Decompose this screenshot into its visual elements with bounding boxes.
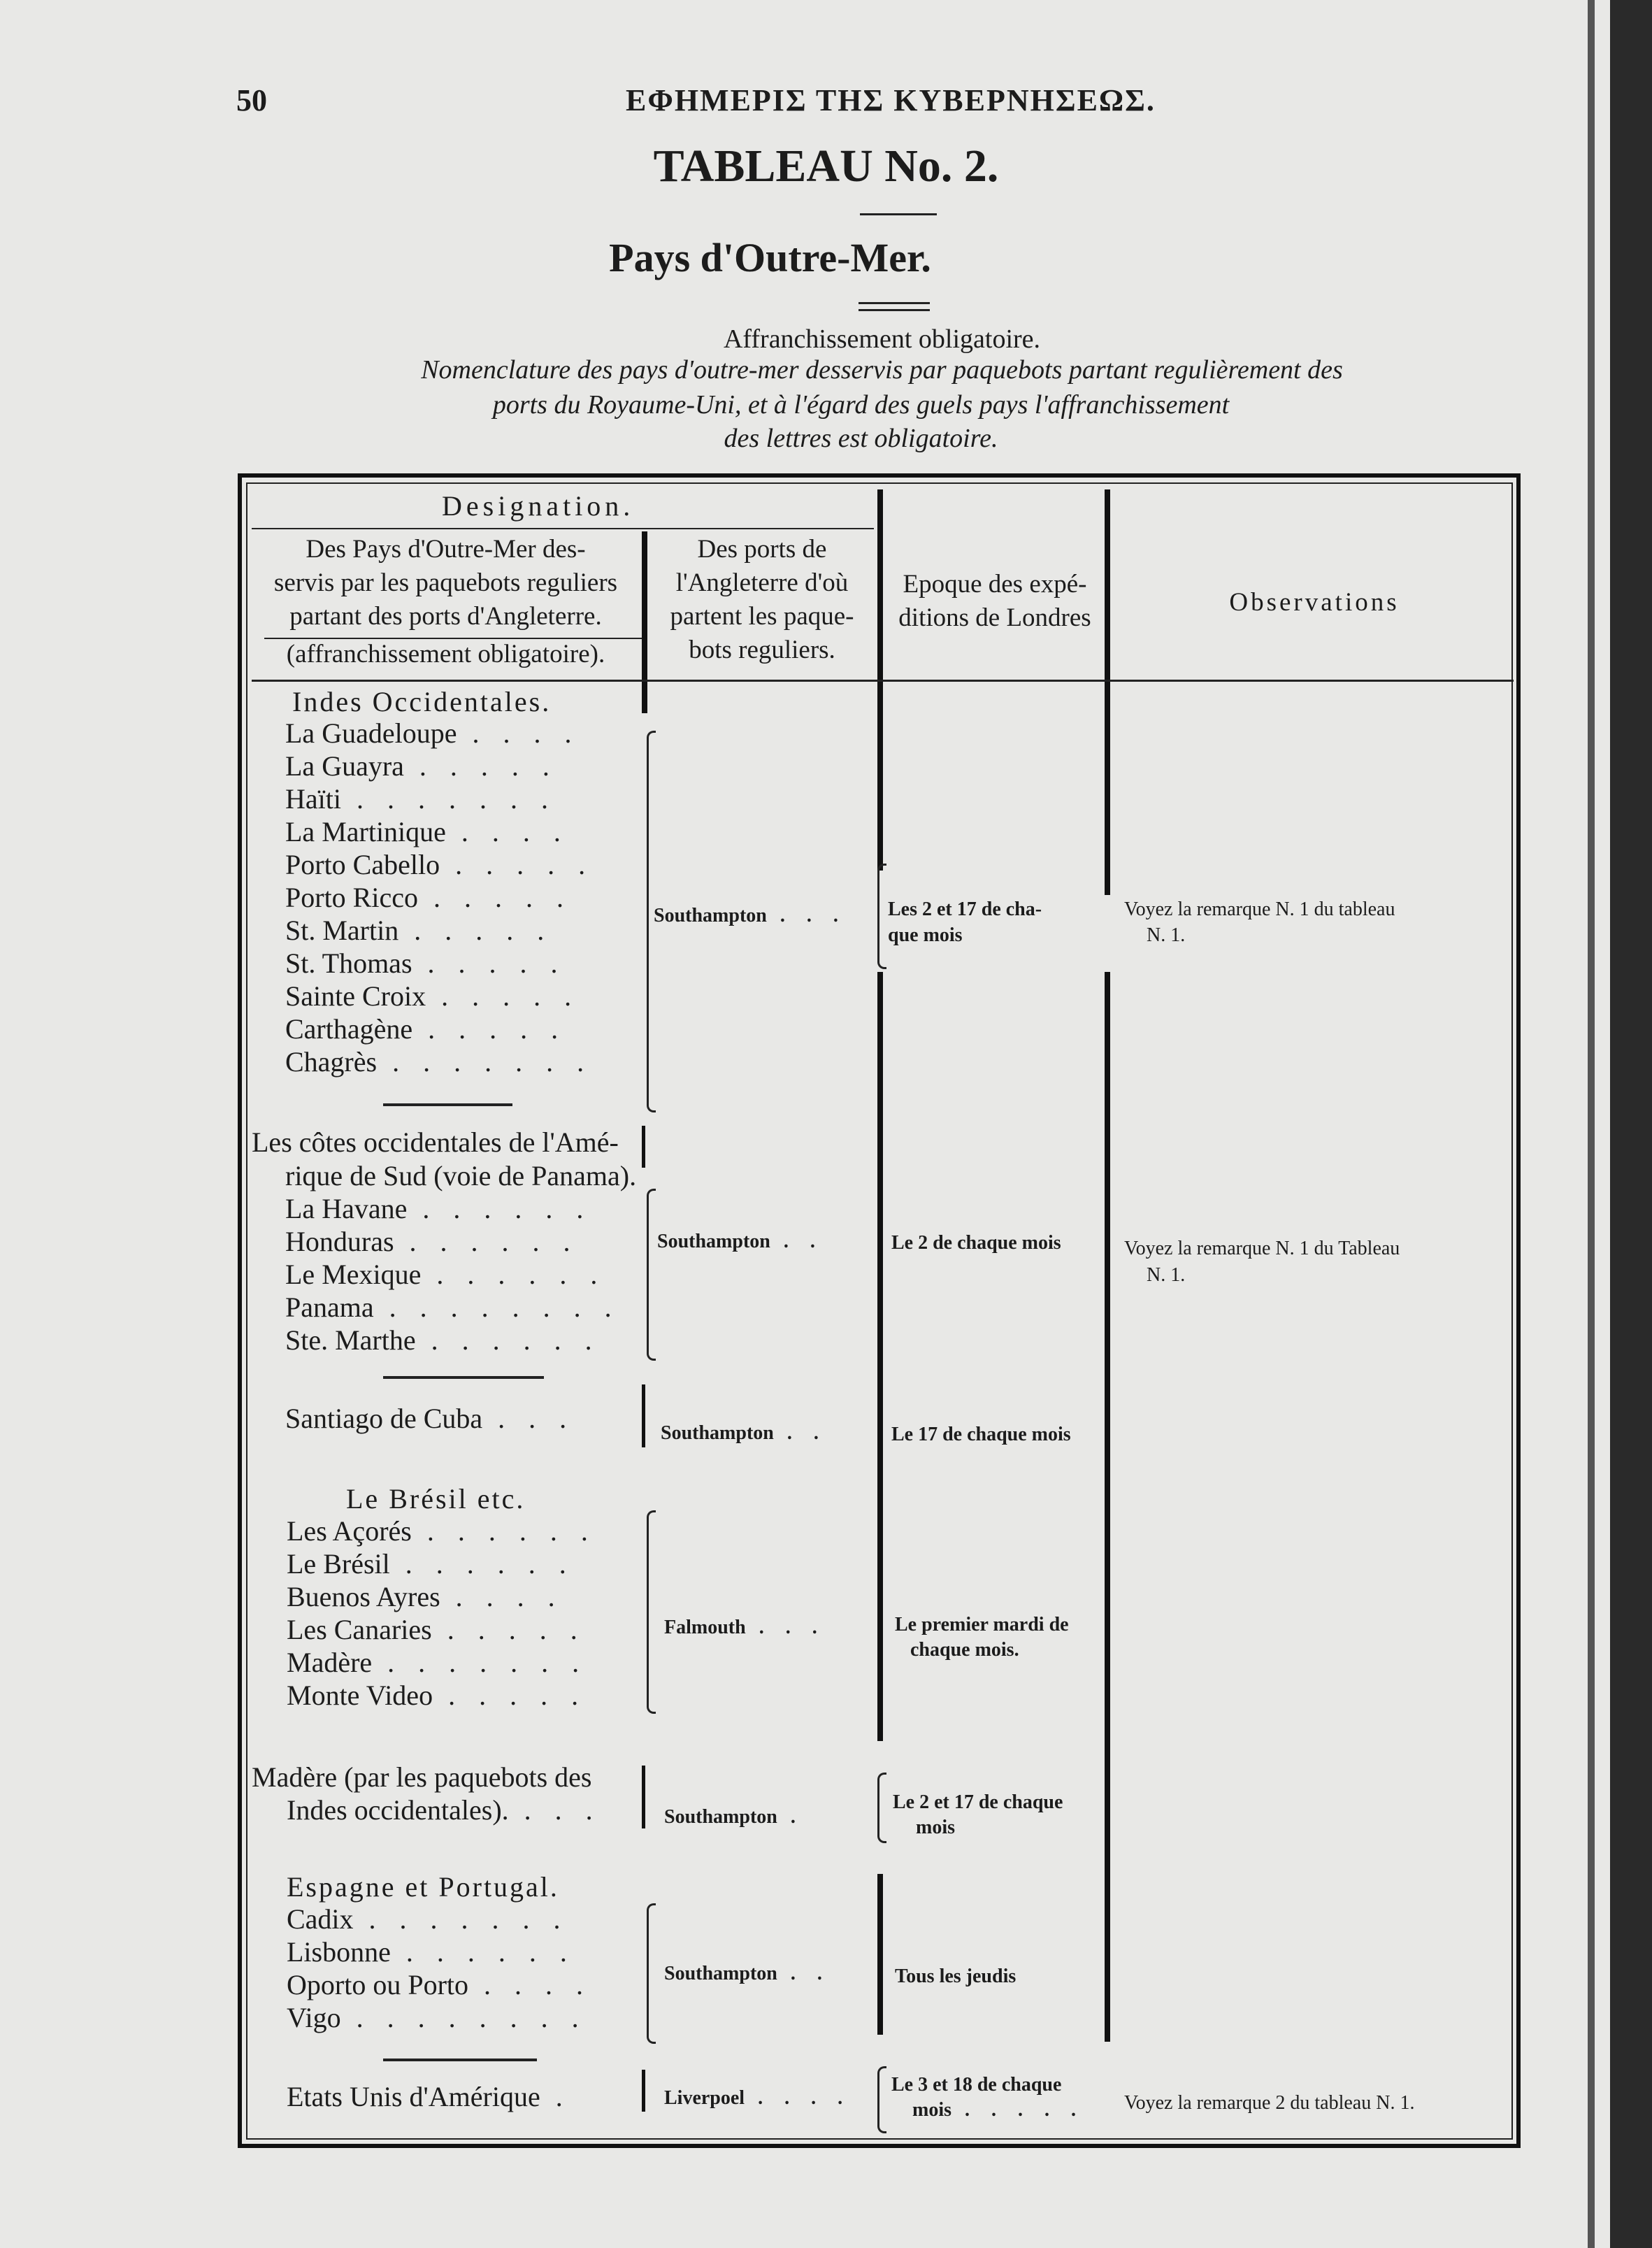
place-item: Monte Video . . . . . [287, 1680, 587, 1711]
place-item: Ste. Marthe . . . . . . [285, 1324, 601, 1356]
place-name: Madère [287, 1647, 373, 1678]
port-name: Southampton [664, 1963, 777, 1984]
col1-divider-top [642, 531, 647, 713]
subtitle-rule-2 [859, 309, 930, 311]
group-title-line: Madère (par les paquebots des [252, 1761, 592, 1793]
epoch-text: mois [912, 2099, 951, 2121]
place-name: La Martinique [285, 816, 446, 847]
place-name: Monte Video [287, 1680, 433, 1711]
place-item: Les Açorés . . . . . . [287, 1515, 596, 1547]
group-title: Espagne et Portugal. [287, 1871, 559, 1903]
place-name: Santiago de Cuba [285, 1403, 483, 1434]
place-name: Porto Cabello [285, 849, 440, 880]
obs-line: Voyez la remarque 2 du tableau N. 1. [1124, 2092, 1415, 2114]
place-name: Vigo [287, 2002, 341, 2033]
port-name: Southampton [664, 1806, 777, 1828]
place-item: Les Canaries . . . . . [287, 1614, 586, 1645]
place-name: Buenos Ayres [287, 1581, 440, 1612]
place-item: Le Mexique . . . . . . [285, 1259, 606, 1290]
col3-header-line: Epoque des expé- [903, 570, 1087, 599]
col1-header-line: servis par les paquebots reguliers [273, 568, 618, 597]
subtitle: Pays d'Outre-Mer. [609, 235, 931, 280]
epoch-brace [877, 864, 886, 969]
intro-heading: Affranchissement obligatoire. [723, 324, 1041, 354]
place-name: Les Açorés [287, 1515, 412, 1547]
group-brace [647, 1903, 656, 2044]
epoch-line: Le 17 de chaque mois [891, 1424, 1071, 1445]
obs-line: Voyez la remarque N. 1 du tableau [1124, 899, 1395, 920]
place-name: La Guayra [285, 750, 404, 782]
port-name: Southampton [654, 905, 767, 926]
place-item: Sainte Croix . . . . . [285, 980, 580, 1012]
port-cell: Southampton . . . [654, 905, 847, 926]
place-name: St. Martin [285, 915, 399, 946]
place-item: Chagrès . . . . . . . [285, 1046, 593, 1078]
place-item: Buenos Ayres . . . . [287, 1581, 563, 1612]
place-name: Chagrès [285, 1046, 378, 1078]
place-item: Le Brésil . . . . . . [287, 1548, 575, 1580]
epoch-line: Tous les jeudis [895, 1966, 1017, 1987]
port-name: Falmouth [664, 1617, 746, 1638]
place-name: Haïti [285, 783, 341, 815]
epoch-line: Les 2 et 17 de cha- [888, 899, 1042, 920]
epoch-line: Le premier mardi de [895, 1614, 1069, 1635]
epoch-line: que mois [888, 924, 963, 946]
col1-header-line: (affranchissement obligatoire). [286, 640, 605, 668]
col1-header-line: partant des ports d'Angleterre. [289, 602, 602, 631]
col2-header-line: Des ports de [697, 535, 827, 564]
group-brace [647, 1510, 656, 1714]
port-cell: Southampton . [664, 1806, 804, 1828]
epoch-brace [877, 2066, 886, 2133]
place-name: La Guadeloupe [285, 717, 457, 749]
place-item: Honduras . . . . . . [285, 1226, 579, 1257]
table-title: TABLEAU No. 2. [653, 141, 999, 192]
port-cell: Liverpoel . . . . [664, 2087, 852, 2109]
place-item: Vigo . . . . . . . . [287, 2002, 587, 2033]
place-item: Panama . . . . . . . . [285, 1291, 620, 1323]
col1-divider-seg2 [642, 1384, 645, 1447]
group-title-line: rique de Sud (voie de Panama). [285, 1160, 637, 1191]
intro-line-2: ports du Royaume-Uni, et à l'égard des guels pays l'affranchissement [492, 390, 1230, 420]
group-title: Indes Occidentales. [292, 686, 552, 717]
place-item: Oporto ou Porto . . . . [287, 1969, 591, 2000]
group-separator [383, 2059, 537, 2061]
epoch-line: Le 2 de chaque mois [891, 1232, 1061, 1254]
col1-header-line: Des Pays d'Outre-Mer des- [306, 535, 586, 564]
page-number: 50 [236, 83, 267, 117]
col4-header: Observations [1229, 588, 1400, 617]
place-item: La Guadeloupe . . . . [285, 717, 580, 749]
place-name: Porto Ricco [285, 882, 418, 913]
epoch-brace [877, 1773, 886, 1843]
port-name: Liverpoel [664, 2087, 745, 2109]
group-brace [647, 1189, 656, 1361]
col1-divider-seg4 [642, 2070, 645, 2112]
designation-rule [252, 528, 874, 529]
epoch-line: Le 2 et 17 de chaque [893, 1791, 1063, 1813]
obs-line: N. 1. [1147, 924, 1186, 946]
title-rule [860, 213, 937, 215]
place-name: Sainte Croix [285, 980, 426, 1012]
epoch-line: Le 3 et 18 de chaque [891, 2074, 1062, 2096]
place-name: Les Canaries [287, 1614, 432, 1645]
col3-header [886, 568, 1103, 635]
port-name: Southampton [661, 1422, 774, 1444]
place-name: Oporto ou Porto [287, 1969, 468, 2000]
intro-line-1: Nomenclature des pays d'outre-mer desservis par paquebots partant regulièrement des [421, 355, 1343, 385]
port-name: Southampton [657, 1231, 770, 1252]
header-bottom-rule [252, 680, 1514, 682]
place-item: La Havane . . . . . . [285, 1193, 592, 1224]
subtitle-rule-1 [859, 302, 930, 304]
place-item: Carthagène . . . . . [285, 1013, 567, 1045]
place-item: Cadix . . . . . . . [287, 1903, 569, 1935]
place-name: Cadix [287, 1903, 354, 1935]
col1-header [252, 533, 640, 671]
col3-header-line: ditions de Londres [898, 603, 1091, 632]
port-cell: Southampton . . [664, 1963, 831, 1984]
group-title-text: Indes occidentales). [287, 1794, 509, 1826]
col2-divider-b [877, 972, 883, 1741]
port-cell: Southampton . . [657, 1231, 824, 1252]
place-name: Etats Unis d'Amérique [287, 2081, 540, 2112]
place-name: Honduras [285, 1226, 394, 1257]
group-separator [383, 1376, 544, 1379]
place-item: La Martinique . . . . [285, 816, 569, 847]
col2-header [650, 533, 874, 667]
epoch-line: mois [916, 1817, 955, 1838]
place-item: Porto Ricco . . . . . [285, 882, 572, 913]
epoch-line: chaque mois. [910, 1639, 1019, 1661]
place-item: La Guayra . . . . . [285, 750, 558, 782]
place-item: St. Martin . . . . . [285, 915, 553, 946]
col2-header-line: bots reguliers. [689, 636, 835, 664]
place-name: Panama [285, 1291, 374, 1323]
place-name: Ste. Marthe [285, 1324, 416, 1356]
obs-line: Voyez la remarque N. 1 du Tableau [1124, 1238, 1400, 1259]
designation-header: Designation. [442, 490, 635, 522]
col3-divider-a [1105, 489, 1110, 895]
place-item: Haïti . . . . . . . [285, 783, 556, 815]
epoch-line: mois . . . . . [912, 2099, 1084, 2121]
place-item: Porto Cabello . . . . . [285, 849, 594, 880]
place-name: Lisbonne [287, 1936, 391, 1968]
place-name: La Havane [285, 1193, 408, 1224]
place-item: Etats Unis d'Amérique . [287, 2081, 571, 2112]
place-item: Madère . . . . . . . [287, 1647, 588, 1678]
place-name: Carthagène [285, 1013, 413, 1045]
col1-divider-seg3 [642, 1766, 645, 1828]
place-name: Le Mexique [285, 1259, 422, 1290]
port-cell: Falmouth . . . [664, 1617, 826, 1638]
running-title: ΕΦΗΜΕΡΙΣ ΤΗΣ ΚΥΒΕΡΝΗΣΕΩΣ. [626, 83, 1156, 117]
col1-divider-seg [642, 1126, 645, 1168]
col2-header-line: partent les paque- [670, 602, 854, 631]
col3-divider-b [1105, 972, 1110, 2042]
place-item: Lisbonne . . . . . . [287, 1936, 575, 1968]
port-cell: Southampton . . [661, 1422, 827, 1444]
col2-header-line: l'Angleterre d'où [675, 568, 849, 597]
group-separator [383, 1103, 512, 1106]
group-title-line: Les côtes occidentales de l'Amé- [252, 1126, 619, 1158]
col2-divider-c [877, 1874, 883, 2035]
group-title: Le Brésil etc. [346, 1483, 526, 1515]
obs-line: N. 1. [1147, 1264, 1186, 1286]
place-name: St. Thomas [285, 947, 412, 979]
place-item: Santiago de Cuba . . . [285, 1403, 575, 1434]
place-name: Le Brésil [287, 1548, 390, 1580]
place-item: St. Thomas . . . . . [285, 947, 566, 979]
group-title-line: Indes occidentales). . . . [287, 1794, 601, 1826]
intro-line-3: des lettres est obligatoire. [724, 424, 998, 453]
